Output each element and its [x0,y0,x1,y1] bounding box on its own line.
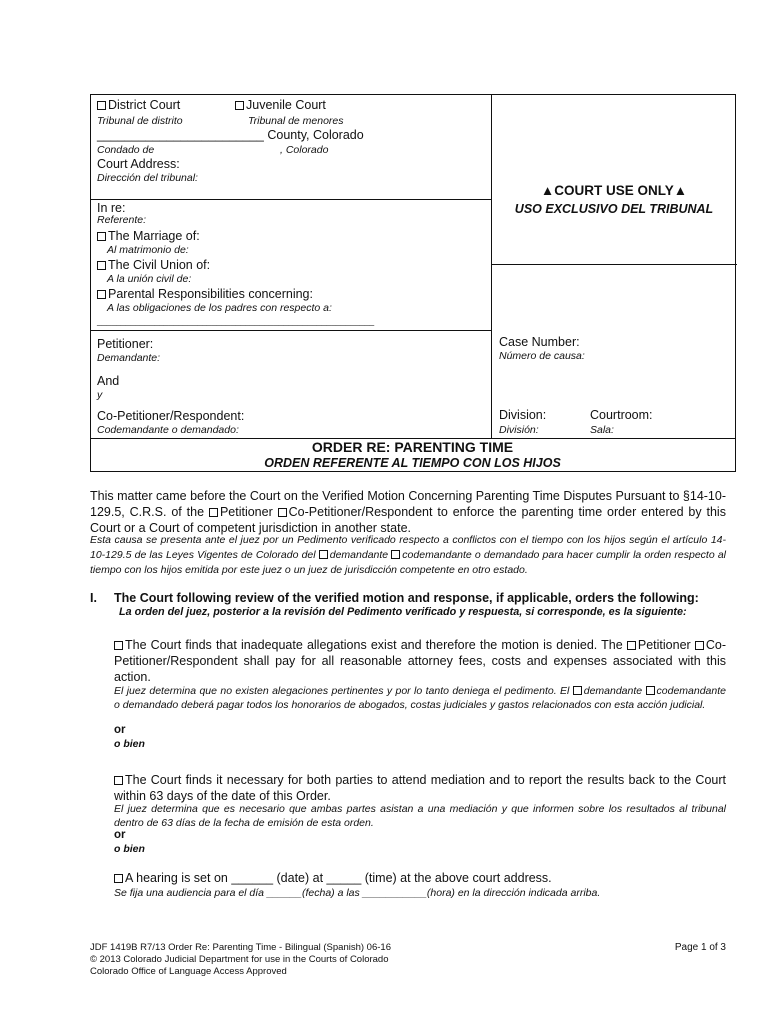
intro-co-petitioner-checkbox[interactable] [278,508,287,517]
option-denied-petitioner-checkbox[interactable] [627,641,636,650]
option-denied: The Court finds that inadequate allegations exist and therefore the motion is denied. The Petitioner Co-Petitioner/Respondent shall pay for all reasonable attorney fees, costs and expenses associated with this action. [114,638,726,684]
civil-union-label: The Civil Union of: [108,258,211,272]
option-denied-checkbox[interactable] [114,641,123,650]
caption-left-border [90,94,91,472]
footer-form-id: JDF 1419B R7/13 Order Re: Parenting Time - Bilingual (Spanish) 06-16 [90,942,391,953]
district-court-option [97,98,180,112]
caption-divider-right-1 [491,264,737,265]
civil-union-checkbox[interactable] [97,261,106,270]
order-title-es: ORDEN REFERENTE AL TIEMPO CON LOS HIJOS [264,456,561,470]
in-re-label-es: Referente: [97,214,147,226]
section-number: I. [90,591,97,605]
division-label-es: División: [499,424,539,436]
option-denied-demandante-checkbox[interactable] [573,686,582,695]
option-mediation: The Court finds it necessary for both parties to attend mediation and to report the results back to the Court within 63 days of the date of this Order. [114,773,726,803]
court-address-label-es: Dirección del tribunal: [97,172,198,184]
option-hearing-checkbox[interactable] [114,874,123,883]
parental-checkbox[interactable] [97,290,106,299]
co-petitioner-label: Co-Petitioner/Respondent: [97,409,245,423]
court-use-only-title-es: USO EXCLUSIVO DEL TRIBUNAL [514,202,714,216]
intro-paragraph: This matter came before the Court on the Verified Motion Concerning Parenting Time Disputes Pursuant to §14-10-129.5, C.R.S. of the Petitioner Co-Petitioner/Respondent to enforce the parenting time order entered by this Court or a Court of competent jurisdiction in another state. [90,489,726,535]
option-mediation-es: El juez determina que es necesario que ambas partes asistan a una mediación y que informen sobre los resultados al tribunal dentro de 63 días de la fecha de emisión de esta orden. [114,803,726,829]
division-label: Division: [499,408,547,422]
section-heading-es: La orden del juez, posterior a la revisión del Pedimento verificado y respuesta, si corresponde, es la siguiente: [119,606,687,618]
option-hearing: A hearing is set on ______ (date) at _____ (time) at the above court address. [114,871,552,885]
county-label-es-right: , Colorado [280,144,329,156]
parental-label: Parental Responsibilities concerning: [108,287,313,301]
caption-divider-left-1 [90,199,491,200]
option-denied-co-petitioner-checkbox[interactable] [695,641,704,650]
petitioner-label-es: Demandante: [97,352,161,364]
caption-divider-vertical [491,94,492,438]
and-label-es: y [97,389,103,401]
court-address-label: Court Address: [97,157,180,171]
petitioner-label: Petitioner: [97,337,154,351]
district-court-label-es: Tribunal de distrito [97,115,183,127]
option-mediation-checkbox[interactable] [114,776,123,785]
intro-codemandante-checkbox[interactable] [391,550,400,559]
courtroom-label: Courtroom: [590,408,653,422]
marriage-checkbox[interactable] [97,232,106,241]
order-title: ORDER RE: PARENTING TIME [311,439,514,455]
county-line [97,128,364,142]
district-court-label: District Court [108,98,181,112]
or-label-1: or [114,724,126,736]
intro-paragraph-es: Esta causa se presenta ante el juez por un Pedimento verificado respecto a conflictos con el tiempo con los hijos según el artículo 14-10-129.5 de las Leyes Vigentes de Colorado del demandante codemandante o demandado para hacer cumplir la orden respecto al tiempo con los hijos emitida por este juez o un juez de jurisdicción competente en otro estado. [90,534,727,576]
footer-approval: Colorado Office of Language Access Approved [90,966,287,977]
courtroom-label-es: Sala: [590,424,614,436]
or-label-1-es: o bien [114,738,145,750]
parental-label-es: A las obligaciones de los padres con respecto a: [107,302,332,314]
marriage-label: The Marriage of: [108,229,200,243]
juvenile-court-label-es: Tribunal de menores [248,115,344,127]
intro-demandante-checkbox[interactable] [319,550,328,559]
footer-page-number: Page 1 of 3 [674,942,726,953]
intro-petitioner-checkbox[interactable] [209,508,218,517]
court-use-only-title: ▲COURT USE ONLY▲ [540,183,688,198]
in-re-label: In re: [97,201,126,215]
or-label-2: or [114,829,126,841]
marriage-label-es: Al matrimonio de: [107,244,189,256]
county-label: County, Colorado [267,128,364,142]
and-label: And [97,374,120,388]
option-denied-codemandante-checkbox[interactable] [646,686,655,695]
caption-bottom-border [90,471,735,472]
option-hearing-es: Se fija una audiencia para el día ______(fecha) a las ___________(hora) en la dirección indicada arriba. [114,887,601,899]
option-denied-es: El juez determina que no existen alegaciones pertinentes y por lo tanto deniega el pedimento. El demandante codemandante o demandado deberá pagar todos los honorarios de abogados, costas judiciales y gastos relacionados con esta acción judicial. [114,685,726,711]
case-number-label: Case Number: [499,335,580,349]
district-court-checkbox[interactable] [97,101,106,110]
party-name-blank[interactable]: __________________________________________________________ [97,316,375,326]
or-label-2-es: o bien [114,843,145,855]
juvenile-court-checkbox[interactable] [235,101,244,110]
co-petitioner-label-es: Codemandante o demandado: [97,424,239,436]
caption-top-border [90,94,735,95]
footer-copyright: © 2013 Colorado Judicial Department for use in the Courts of Colorado [90,954,389,965]
juvenile-court-label: Juvenile Court [246,98,326,112]
marriage-option [97,229,200,243]
caption-right-border [735,94,736,472]
juvenile-court-option [235,98,326,112]
civil-union-option [97,258,210,272]
case-number-label-es: Número de causa: [499,350,585,362]
county-blank[interactable]: ________________________ [97,128,264,142]
section-heading: The Court following review of the verified motion and response, if applicable, orders the following: [114,591,699,605]
caption-divider-left-2 [90,330,491,331]
county-label-es-left: Condado de [97,144,155,156]
parental-option [97,287,313,301]
civil-union-label-es: A la unión civil de: [107,273,192,285]
